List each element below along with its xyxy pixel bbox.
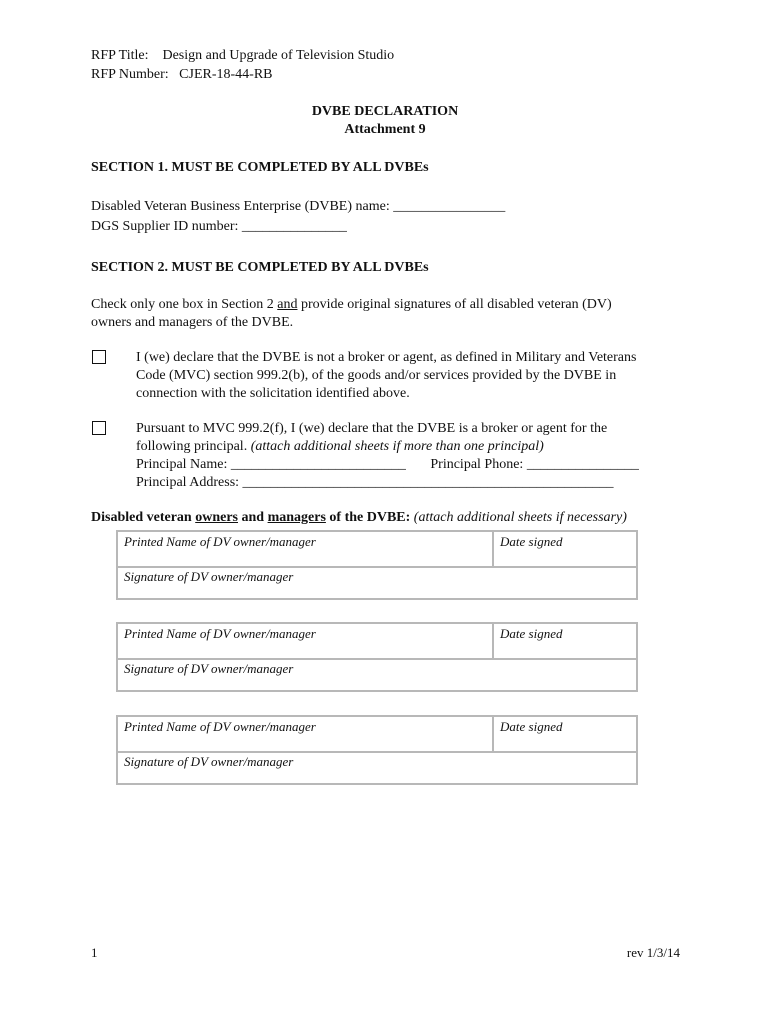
principal-address-label: Principal Address:: [136, 475, 240, 490]
signature-block-2: [116, 622, 638, 692]
document-title: DVBE DECLARATION: [311, 104, 459, 119]
principal-name-field[interactable]: _________________________: [230, 457, 406, 472]
page-number: 1: [91, 945, 98, 960]
option1-text: I (we) declare that the DVBE is not a broker or agent, as defined in Military and Veterans Code (MVC) section 999.2(b), of the goods and/or services provided by the DVBE in connection with the solicitation identified above.: [136, 350, 637, 401]
section2-heading: SECTION 2. MUST BE COMPLETED BY ALL DVBEs: [91, 260, 429, 275]
section2-instructions: Check only one box in Section 2 and provide original signatures of all disabled veteran (DV) owners and managers of the DVBE.: [91, 297, 612, 330]
printed-name-field-3[interactable]: Printed Name of DV owner/manager: [124, 719, 316, 734]
printed-name-field-1[interactable]: Printed Name of DV owner/manager: [124, 534, 316, 549]
section1-heading: SECTION 1. MUST BE COMPLETED BY ALL DVBEs: [91, 160, 429, 175]
supplier-id-label: DGS Supplier ID number:: [91, 219, 239, 234]
dvbe-name-field[interactable]: ________________: [393, 199, 506, 214]
signature-block-1: [116, 530, 638, 600]
rfp-number-value: CJER-18-44-RB: [179, 67, 273, 82]
date-signed-field-2[interactable]: Date signed: [500, 626, 563, 641]
dvbe-name-label: Disabled Veteran Business Enterprise (DVBE) name:: [91, 199, 390, 214]
signature-field-2[interactable]: Signature of DV owner/manager: [124, 661, 294, 676]
revision-label: rev 1/3/14: [626, 945, 680, 960]
date-signed-field-3[interactable]: Date signed: [500, 719, 563, 734]
option2-text: Pursuant to MVC 999.2(f), I (we) declare that the DVBE is a broker or agent for the following principal. (attach additional sheets if more than one principal) Principal Name: _________________________ Principal Phone: ________________ Principal Address: _____________________________________________________: [136, 421, 639, 490]
rfp-number-line: [91, 67, 273, 83]
document-subtitle: Attachment 9: [344, 122, 426, 137]
signature-field-1[interactable]: Signature of DV owner/manager: [124, 569, 294, 584]
principal-address-field[interactable]: _____________________________________________________: [242, 475, 614, 490]
printed-name-field-2[interactable]: Printed Name of DV owner/manager: [124, 626, 316, 641]
owners-heading: Disabled veteran owners and managers of the DVBE: (attach additional sheets if necessary): [91, 510, 627, 525]
principal-phone-label: Principal Phone:: [430, 457, 524, 472]
instr-and-emphasis: and: [277, 297, 298, 312]
rfp-number-label: RFP Number:: [91, 67, 169, 82]
option2-checkbox[interactable]: [92, 421, 106, 435]
supplier-id-line: [91, 219, 347, 235]
signature-field-3[interactable]: Signature of DV owner/manager: [124, 754, 294, 769]
supplier-id-field[interactable]: _______________: [241, 219, 347, 234]
signature-block-3: [116, 715, 638, 785]
rfp-title-line: [91, 48, 394, 64]
dvbe-name-line: [91, 199, 505, 215]
date-signed-field-1[interactable]: Date signed: [500, 534, 563, 549]
rfp-title-label: RFP Title:: [91, 48, 149, 63]
principal-phone-field[interactable]: ________________: [526, 457, 639, 472]
option1-checkbox[interactable]: [92, 350, 106, 364]
principal-name-label: Principal Name:: [136, 457, 228, 472]
rfp-title-value: Design and Upgrade of Television Studio: [162, 48, 395, 63]
